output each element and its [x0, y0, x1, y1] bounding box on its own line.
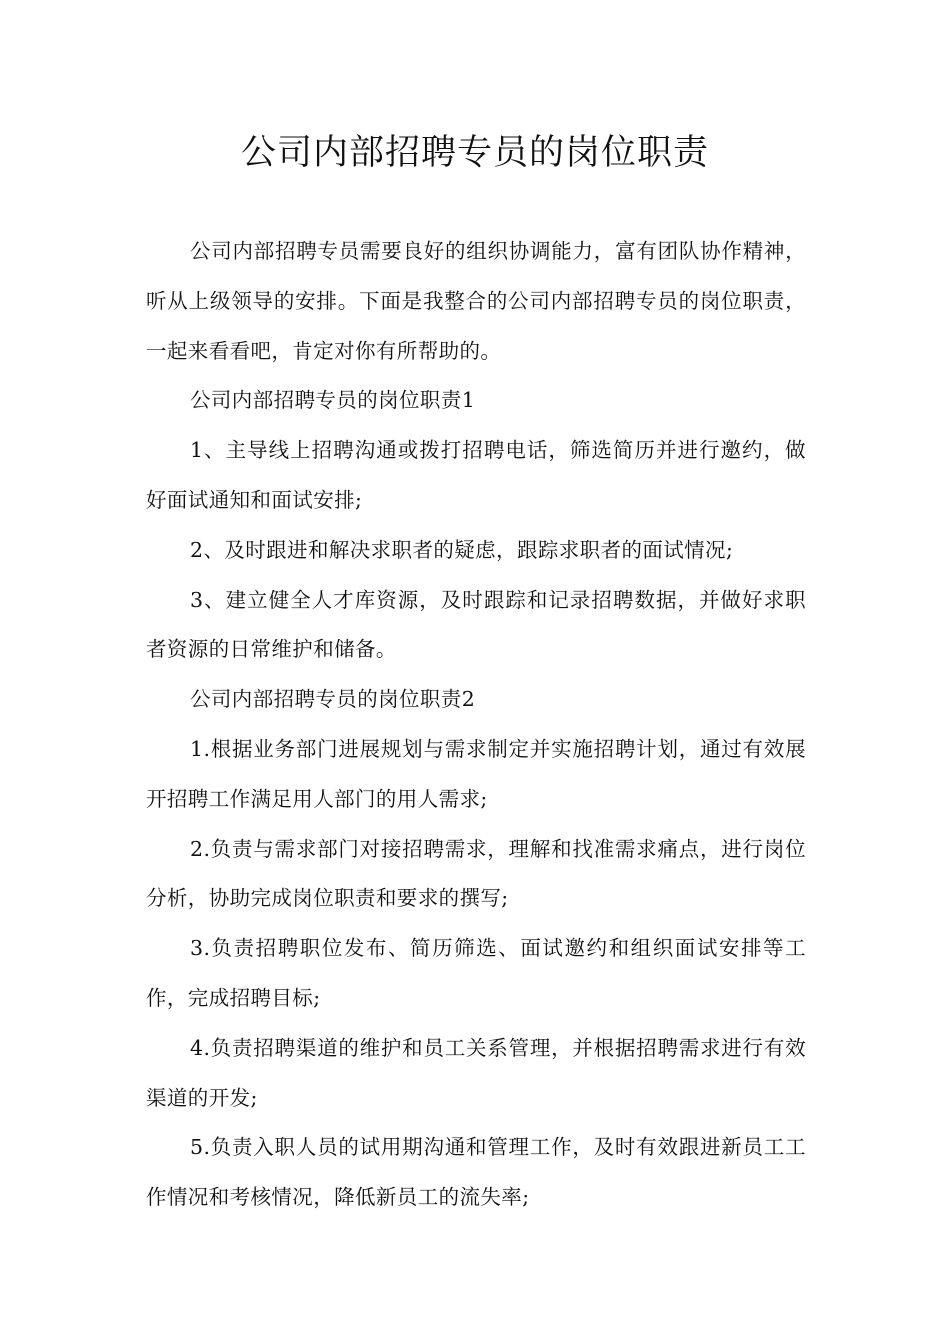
section-heading-1: 公司内部招聘专员的岗位职责1 [190, 388, 476, 413]
intro-paragraph: 公司内部招聘专员需要良好的组织协调能力，富有团队协作精神，听从上级领导的安排。下面是我整合的公司内部招聘专员的岗位职责，一起来看看吧，肯定对你有所帮助的。 [146, 239, 806, 363]
list-item: 2.负责与需求部门对接招聘需求，理解和找准需求痛点，进行岗位分析，协助完成岗位职责和要求的撰写; [146, 836, 806, 911]
list-item: 3、建立健全人才库资源，及时跟踪和记录招聘数据，并做好求职者资源的日常维护和储备。 [146, 587, 806, 662]
list-item: 1、主导线上招聘沟通或拨打招聘电话，筛选简历并进行邀约，做好面试通知和面试安排; [146, 438, 806, 512]
list-item: 2、及时跟进和解决求职者的疑虑，跟踪求职者的面试情况; [190, 537, 734, 562]
list-item: 5.负责入职人员的试用期沟通和管理工作，及时有效跟进新员工工作情况和考核情况，降低新员工的流失率; [146, 1135, 806, 1210]
document-title: 公司内部招聘专员的岗位职责 [240, 133, 709, 173]
document-body [146, 227, 806, 1223]
list-item: 3.负责招聘职位发布、简历筛选、面试邀约和组织面试安排等工作，完成招聘目标; [146, 936, 806, 1010]
list-item: 4.负责招聘渠道的维护和员工关系管理，并根据招聘需求进行有效渠道的开发; [146, 1035, 806, 1110]
list-item: 1.根据业务部门进展规划与需求制定并实施招聘计划，通过有效展开招聘工作满足用人部门的用人需求; [146, 736, 806, 811]
section-heading-2: 公司内部招聘专员的岗位职责2 [190, 687, 476, 712]
